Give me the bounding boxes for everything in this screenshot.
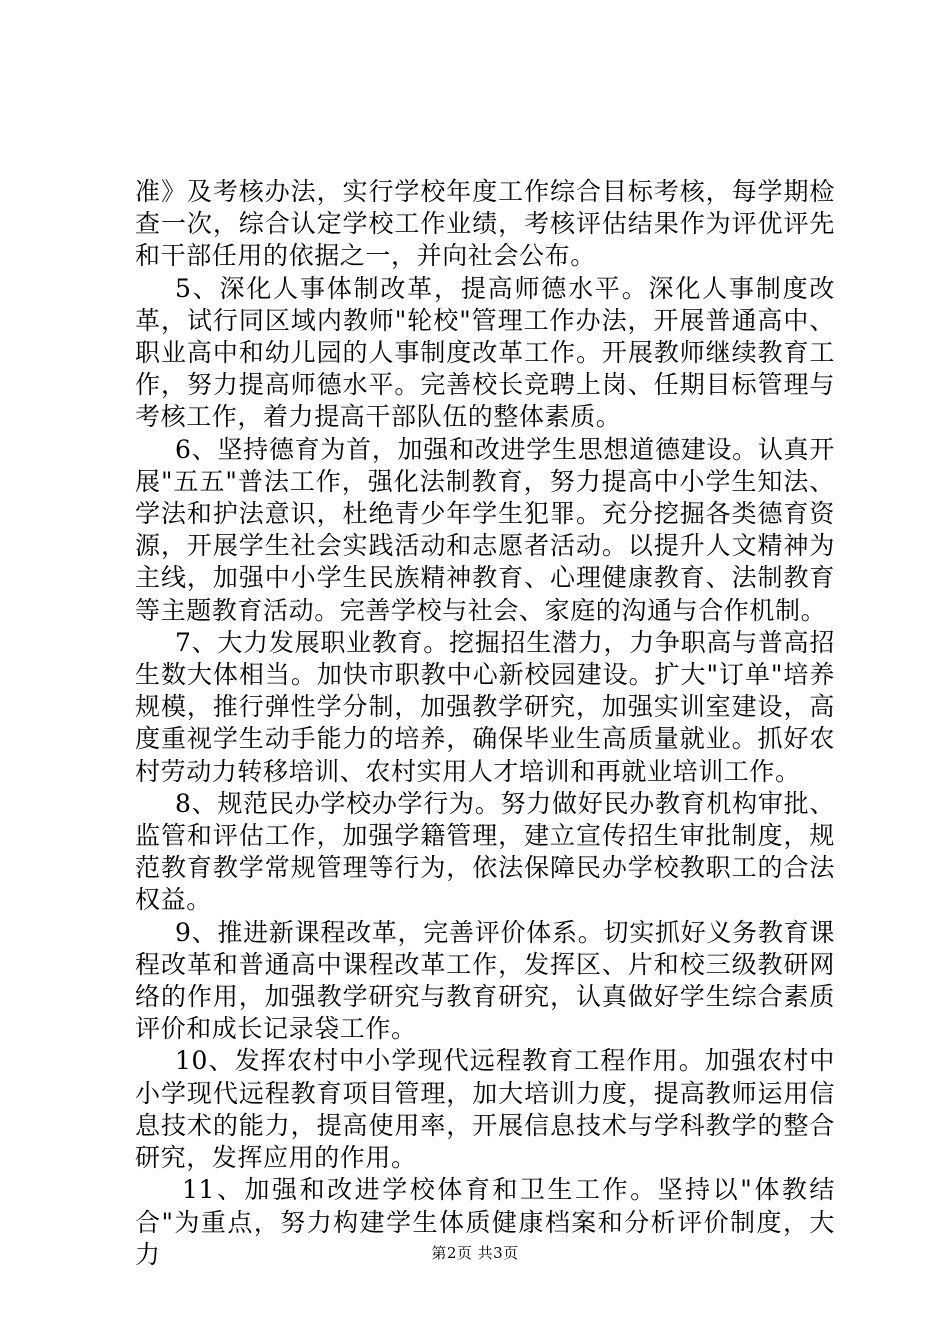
page-number-footer: 第2页 共3页 bbox=[431, 1244, 519, 1262]
paragraph-item-8: 8、规范民办学校办学行为。努力做好民办教育机构审批、监管和评估工作，加强学籍管理，建立宣传招生审批制度，规范教育教学常规管理等行为，依法保障民办学校教职工的合法权益。 bbox=[135, 788, 835, 915]
paragraph-item-5: 5、深化人事体制改革，提高师德水平。深化人事制度改革，试行同区域内教师"轮校"管理工作办法，开展普通高中、职业高中和幼儿园的人事制度改革工作。开展教师继续教育工作，努力提高师德水平。完善校长竞聘上岗、任期目标管理与考核工作，着力提高干部队伍的整体素质。 bbox=[135, 273, 835, 432]
paragraph-item-9: 9、推进新课程改革，完善评价体系。切实抓好义务教育课程改革和普通高中课程改革工作，发挥区、片和校三级教研网络的作用，加强教学研究与教育研究，认真做好学生综合素质评价和成长记录袋工作。 bbox=[135, 917, 835, 1044]
paragraph-item-7: 7、大力发展职业教育。挖掘招生潜力，力争职高与普高招生数大体相当。加快市职教中心新校园建设。扩大"订单"培养规模，推行弹性学分制，加强教学研究，加强实训室建设，高度重视学生动手能力的培养，确保毕业生高质量就业。抓好农村劳动力转移培训、农村实用人才培训和再就业培训工作。 bbox=[135, 627, 835, 786]
paragraph-item-10: 10、发挥农村中小学现代远程教育工程作用。加强农村中小学现代远程教育项目管理，加大培训力度，提高教师运用信息技术的能力，提高使用率，开展信息技术与学科教学的整合研究，发挥应用的作用。 bbox=[135, 1046, 835, 1173]
paragraph-item-11: 11、加强和改进学校体育和卫生工作。坚持以"体教结合"为重点，努力构建学生体质健康档案和分析评价制度，大力 bbox=[135, 1175, 835, 1269]
paragraph-item-6: 6、坚持德育为首，加强和改进学生思想道德建设。认真开展"五五"普法工作，强化法制教育，努力提高中小学生知法、学法和护法意识，杜绝青少年学生犯罪。充分挖掘各类德育资源，开展学生社会实践活动和志愿者活动。以提升人文精神为主线，加强中小学生民族精神教育、心理健康教育、法制教育等主题教育活动。完善学校与社会、家庭的沟通与合作机制。 bbox=[135, 434, 835, 625]
document-body bbox=[135, 176, 835, 1271]
paragraph-continuation: 准》及考核办法，实行学校年度工作综合目标考核，每学期检查一次，综合认定学校工作业绩，考核评估结果作为评优评先和干部任用的依据之一，并向社会公布。 bbox=[135, 177, 835, 271]
